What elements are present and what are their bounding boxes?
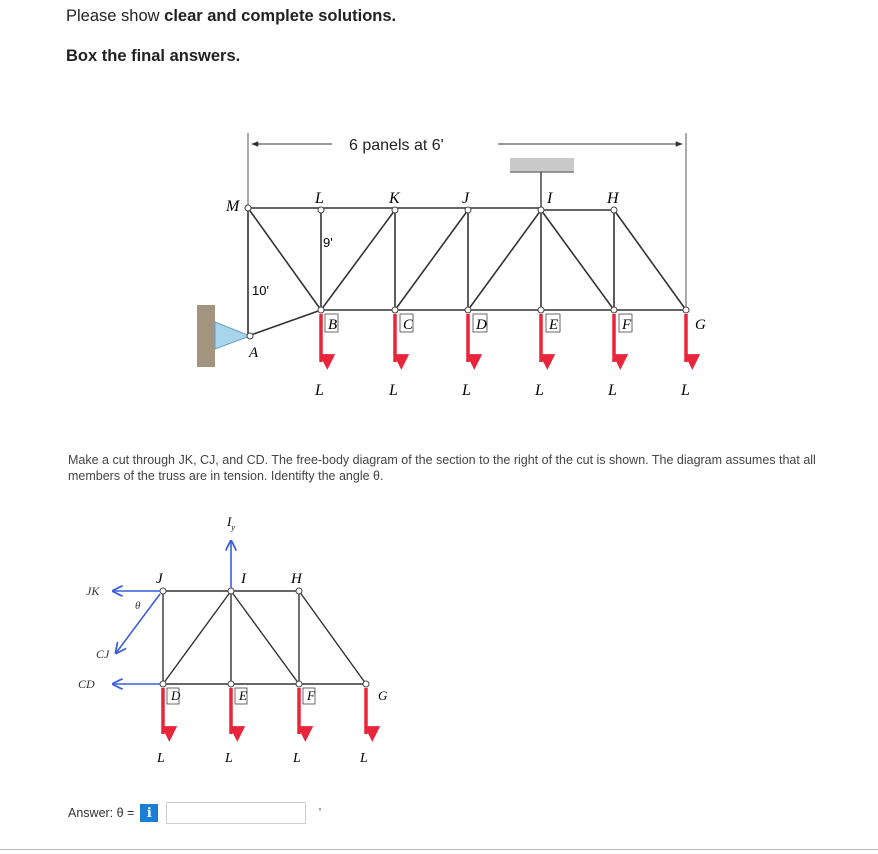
load-label-F: L <box>608 382 617 399</box>
node-I: I <box>547 190 553 207</box>
truss-load-arrows <box>321 314 686 362</box>
node-G: G <box>695 317 706 333</box>
node-B: B <box>328 317 338 333</box>
label-JK: JK <box>86 584 100 598</box>
answer-input[interactable] <box>166 802 306 824</box>
ceiling-support <box>510 158 574 172</box>
fbd-node-E: E <box>239 688 247 703</box>
label-Iy-main: I <box>227 514 232 529</box>
fbd-reaction-label <box>226 514 235 532</box>
instruction-bold: clear and complete solutions. <box>164 7 397 25</box>
fbd-node-D: D <box>171 688 181 703</box>
fbd-load-label-E: L <box>225 751 233 766</box>
fbd-node-F: F <box>307 688 315 703</box>
load-label-B: L <box>315 382 324 399</box>
fbd-load-arrows <box>163 688 366 734</box>
truss-bottom-labels <box>248 317 706 361</box>
load-label-G: L <box>681 382 690 399</box>
fbd-members <box>163 591 366 684</box>
node-M: M <box>226 198 240 215</box>
node-C: C <box>403 317 414 333</box>
degree-unit: ° <box>318 806 322 816</box>
info-icon[interactable]: i <box>140 804 158 822</box>
node-F: F <box>622 317 632 333</box>
label-Iy-sub: y <box>231 523 235 532</box>
node-A: A <box>249 345 259 361</box>
node-K: K <box>389 190 400 207</box>
fbd-top-labels <box>156 571 303 587</box>
bottom-divider <box>0 849 878 850</box>
fbd-load-labels <box>156 751 368 766</box>
fbd-figure <box>78 514 388 766</box>
height-10-label: 10' <box>252 283 269 298</box>
instruction-line-2: Box the final answers. <box>66 47 241 65</box>
label-Iy <box>226 514 235 532</box>
node-L: L <box>315 190 324 207</box>
fbd-load-label-G: L <box>360 751 368 766</box>
load-label-D: L <box>462 382 471 399</box>
node-E: E <box>549 317 559 333</box>
fbd-node-J: J <box>156 571 163 587</box>
label-CD: CD <box>78 677 95 691</box>
truss-load-labels <box>314 382 690 399</box>
answer-label: Answer: θ = <box>68 806 135 820</box>
load-label-C: L <box>389 382 398 399</box>
fbd-node-I: I <box>241 571 246 587</box>
label-CJ: CJ <box>96 647 110 661</box>
node-D: D <box>476 317 487 333</box>
truss-figure <box>197 133 706 399</box>
fbd-load-label-D: L <box>157 751 165 766</box>
label-theta: θ <box>135 600 141 612</box>
node-H: H <box>607 190 619 207</box>
load-label-E: L <box>535 382 544 399</box>
height-9-label: 9' <box>323 235 333 250</box>
answer-row <box>68 800 322 826</box>
fbd-load-label-F: L <box>293 751 301 766</box>
fbd-node-G: G <box>378 688 388 703</box>
instruction-prefix: Please show <box>66 7 165 25</box>
dimension-label: 6 panels at 6' <box>349 137 444 154</box>
cut-description: Make a cut through JK, CJ, and CD. The free-body diagram of the section to the right of the cut is shown. The diagram assumes that all members of the truss are in tension. Identifty the angle θ. <box>68 453 816 483</box>
node-J: J <box>462 190 470 207</box>
fbd-node-H: H <box>291 571 302 587</box>
fbd-bottom-labels <box>170 688 388 703</box>
wall <box>197 305 215 367</box>
truss-top-labels <box>225 190 620 215</box>
fbd-force-arrows <box>113 541 231 684</box>
pin-support <box>215 322 250 349</box>
fbd-force-labels <box>78 584 141 691</box>
